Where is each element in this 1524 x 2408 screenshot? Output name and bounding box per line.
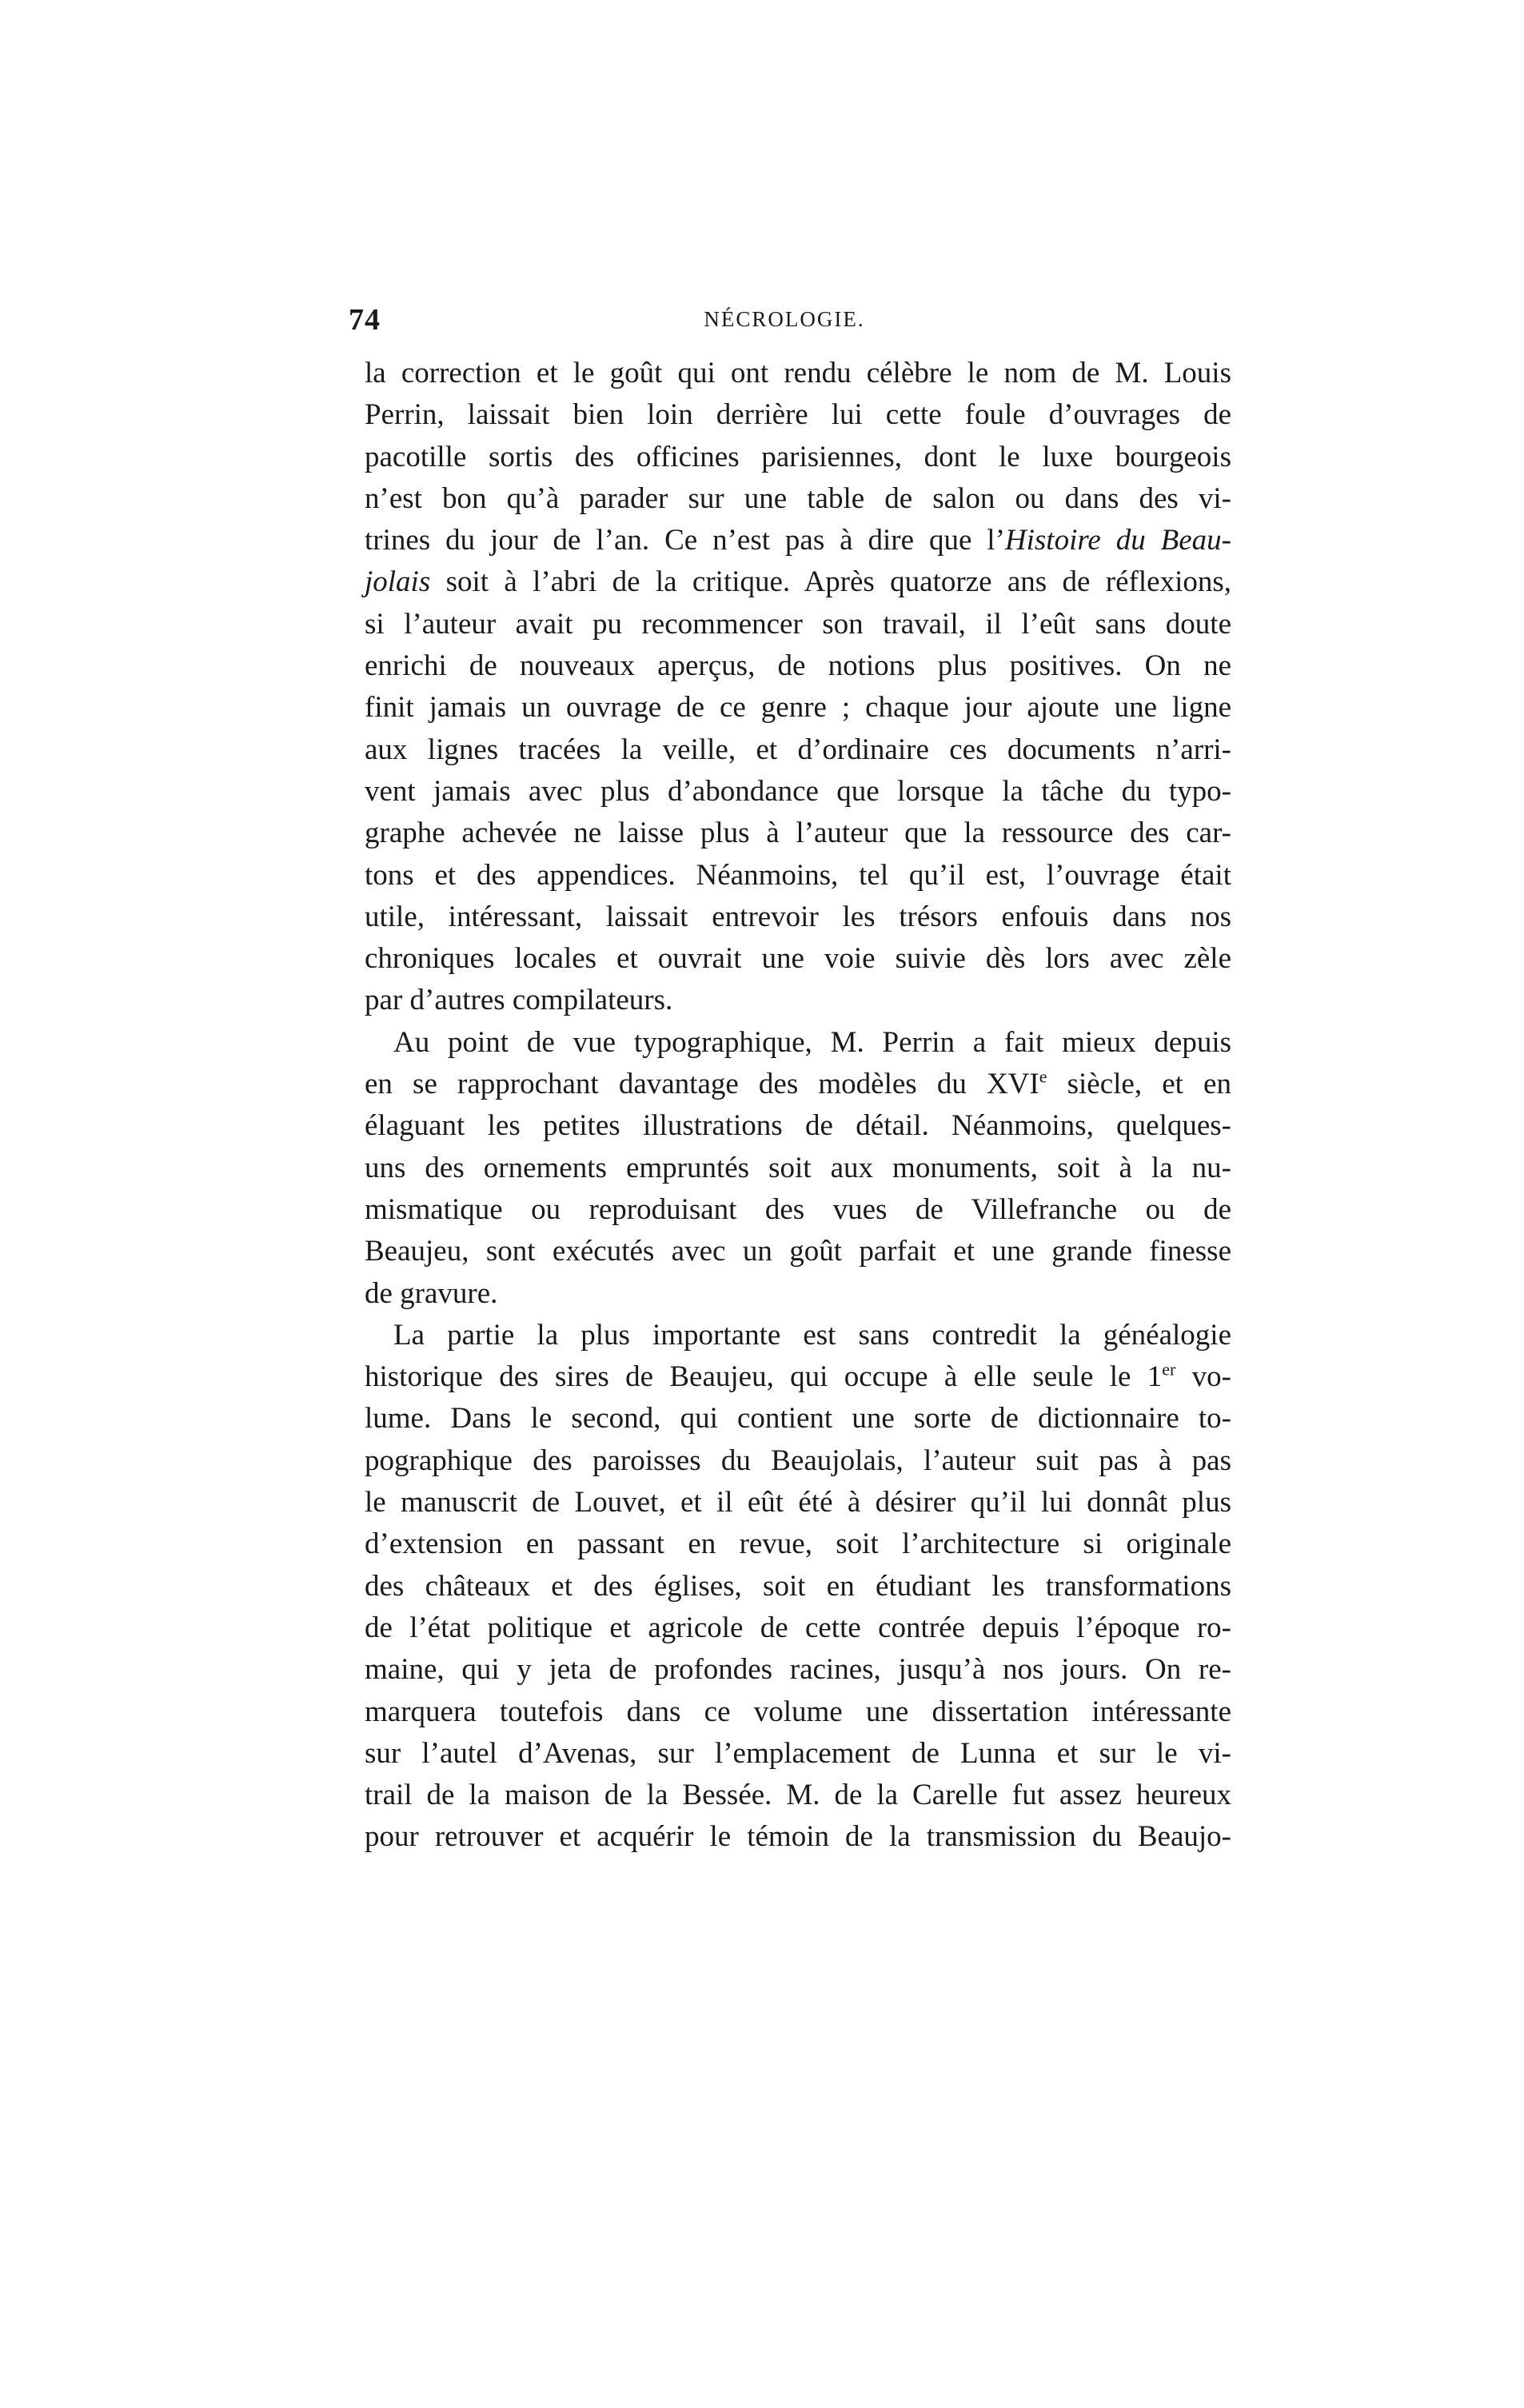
text-segment: enrichi de nouveaux aperçus, de notions plus positives. On ne (365, 649, 1231, 683)
text-line (365, 394, 1231, 436)
text-line (365, 771, 1231, 813)
italic-title: Histoire du Beau- (1004, 524, 1231, 557)
text-segment: trail de la maison de la Bessée. M. de la Carelle fut assez heureux (365, 1779, 1231, 1812)
text-line (365, 855, 1231, 897)
text-segment: maine, qui y jeta de profondes racines, jusqu’à nos jours. On re- (365, 1653, 1231, 1687)
text-segment: pacotille sortis des officines parisiennes, dont le luxe bourgeois (365, 440, 1231, 473)
page-number: 74 (349, 303, 381, 337)
text-segment: Perrin, laissait bien loin derrière lui cette foule d’ouvrages de (365, 398, 1231, 432)
text-line (365, 1356, 1231, 1398)
text-line (365, 520, 1231, 561)
text-segment: de gravure. (365, 1276, 498, 1310)
text-line (365, 1482, 1231, 1523)
text-segment: finit jamais un ouvrage de ce genre ; chaque jour ajoute une ligne (365, 691, 1231, 725)
text-segment: aux lignes tracées la veille, et d’ordinaire ces documents n’arri- (365, 733, 1231, 766)
text-segment: de l’état politique et agricole de cette contrée depuis l’époque ro- (365, 1611, 1231, 1644)
italic-title: jolais (365, 565, 431, 599)
text-segment: sur l’autel d’Avenas, sur l’emplacement de Lunna et sur le vi- (365, 1736, 1231, 1770)
text-line (365, 1398, 1231, 1440)
text-line (365, 1733, 1231, 1775)
text-segment: si l’auteur avait pu recommencer son travail, il l’eût sans doute (365, 607, 1231, 641)
text-line (365, 980, 1231, 1021)
text-line (365, 1566, 1231, 1607)
text-line (365, 1775, 1231, 1816)
text-line (365, 1691, 1231, 1733)
text-segment: uns des ornements empruntés soit aux monuments, soit à la nu- (365, 1151, 1231, 1184)
text-segment: Au point de vue typographique, M. Perrin a fait mieux depuis (393, 1025, 1231, 1059)
text-segment: La partie la plus importante est sans contredit la généalogie (393, 1318, 1231, 1352)
text-segment: en se rapprochant davantage des modèles du XVI (365, 1068, 1039, 1101)
running-title: NÉCROLOGIE. (704, 307, 865, 331)
text-line (365, 1315, 1231, 1356)
page-header (349, 302, 1220, 350)
text-segment: trines du jour de l’an. Ce n’est pas à dire que l’ (365, 524, 1005, 557)
text-line (365, 1649, 1231, 1691)
text-line (365, 645, 1231, 687)
text-segment: d’extension en passant en revue, soit l’architecture si originale (365, 1527, 1231, 1561)
text-segment: graphe achevée ne laisse plus à l’auteur que la ressource des car- (365, 817, 1231, 850)
text-segment: par d’autres compilateurs. (365, 984, 673, 1017)
text-segment: Beaujeu, sont exécutés avec un goût parfait et une grande finesse (365, 1235, 1231, 1268)
text-line (365, 813, 1231, 854)
text-line (365, 478, 1231, 520)
text-line (365, 1523, 1231, 1565)
text-line (365, 604, 1231, 645)
text-line (365, 1816, 1231, 1858)
text-line (365, 1273, 1231, 1315)
text-line (365, 729, 1231, 771)
text-segment: utile, intéressant, laissait entrevoir les trésors enfouis dans nos (365, 900, 1231, 933)
superscript: er (1162, 1359, 1176, 1380)
text-segment: des châteaux et des églises, soit en étudiant les transformations (365, 1569, 1231, 1603)
text-segment: marquera toutefois dans ce volume une dissertation intéressante (365, 1695, 1231, 1728)
text-line (365, 938, 1231, 980)
text-segment: siècle, et en (1047, 1068, 1231, 1101)
text-segment: mismatique ou reproduisant des vues de Villefranche ou de (365, 1192, 1231, 1226)
text-segment: soit à l’abri de la critique. Après quatorze ans de réflexions, (430, 565, 1231, 599)
text-line (365, 1148, 1231, 1189)
superscript: e (1039, 1066, 1047, 1087)
text-line (365, 1064, 1231, 1105)
text-line (365, 897, 1231, 938)
text-segment: pour retrouver et acquérir le témoin de la transmission du Beaujo- (365, 1820, 1231, 1854)
text-line (365, 353, 1231, 394)
text-segment: pographique des paroisses du Beaujolais, l’auteur suit pas à pas (365, 1444, 1231, 1477)
text-segment: le manuscrit de Louvet, et il eût été à désirer qu’il lui donnât plus (365, 1486, 1231, 1519)
text-segment: chroniques locales et ouvrait une voie suivie dès lors avec zèle (365, 942, 1231, 976)
body-text (365, 353, 1231, 1859)
text-line (365, 1231, 1231, 1272)
text-segment: tons et des appendices. Néanmoins, tel qu’il est, l’ouvrage était (365, 858, 1231, 892)
text-segment: vent jamais avec plus d’abondance que lorsque la tâche du typo- (365, 774, 1231, 808)
text-segment: élaguant les petites illustrations de détail. Néanmoins, quelques- (365, 1109, 1231, 1143)
text-segment: n’est bon qu’à parader sur une table de salon ou dans des vi- (365, 481, 1231, 515)
text-line (365, 561, 1231, 603)
text-segment: historique des sires de Beaujeu, qui occupe à elle seule le 1 (365, 1360, 1163, 1394)
text-segment: vo- (1175, 1360, 1231, 1394)
text-line (365, 1440, 1231, 1482)
text-segment: lume. Dans le second, qui contient une sorte de dictionnaire to- (365, 1402, 1231, 1436)
text-line (365, 1189, 1231, 1231)
text-line (365, 1022, 1231, 1064)
text-line (365, 1105, 1231, 1147)
text-segment: la correction et le goût qui ont rendu célèbre le nom de M. Louis (365, 357, 1231, 389)
text-line (365, 437, 1231, 478)
text-line (365, 687, 1231, 729)
text-line (365, 1607, 1231, 1649)
